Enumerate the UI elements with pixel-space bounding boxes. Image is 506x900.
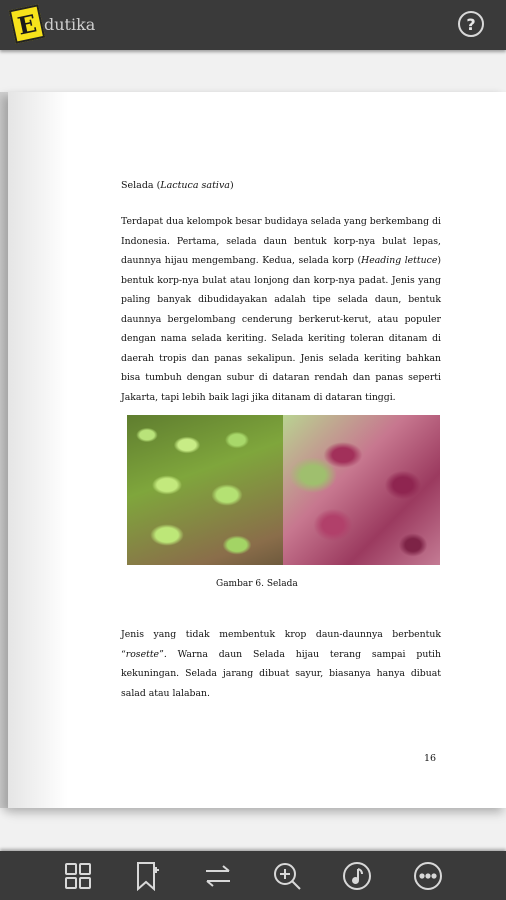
- help-icon: ?: [466, 14, 476, 34]
- app-title: dutika: [44, 15, 96, 34]
- zoom-in-icon: [272, 861, 302, 891]
- swap-button[interactable]: [203, 861, 233, 891]
- page-number: 16: [424, 753, 437, 764]
- green-lettuce-photo: [127, 415, 283, 565]
- top-bar: [0, 0, 506, 50]
- grid-icon: [63, 861, 93, 891]
- zoom-in-button[interactable]: [272, 861, 302, 891]
- bottom-toolbar: [0, 851, 506, 900]
- more-button[interactable]: [413, 861, 443, 891]
- app-logo: E: [9, 4, 45, 43]
- more-icon: [413, 861, 443, 891]
- body-paragraph: Jenis yang tidak membentuk krop daun-daunnya berbentuk “rosette”. Warna daun Selada hijau terang sampai putih kekuningan. Selada jarang dibuat sayur, biasanya hanya dibuat salad atau lalaban.: [121, 629, 441, 699]
- lettuce-figure: [127, 415, 440, 565]
- bookmark-button[interactable]: [132, 861, 162, 891]
- figure-caption: Gambar 6. Selada: [216, 579, 298, 589]
- thumbnails-button[interactable]: [63, 861, 93, 891]
- help-button[interactable]: [458, 11, 484, 37]
- book-page[interactable]: [8, 92, 506, 808]
- body-paragraph: Terdapat dua kelompok besar budidaya selada yang berkembang di Indonesia. Pertama, selada daun bentuk korp-nya bulat lepas, daunnya hijau mengembang. Kedua, selada korp (Heading lettuce) bentuk korp-nya bulat atau lonjong dan korp-nya padat. Jenis yang paling banyak dibudidayakan adalah tipe selada daun, bentuk daunnya bergelombang cenderung berkerut-kerut, atau populer dengan nama selada keriting. Selada keriting toleran ditanam di daerah tropis dan panas sekalipun. Jenis selada keriting bahkan bisa tumbuh dengan subur di dataran rendah dan panas seperti Jakarta, tapi lebih baik lagi jika ditanam di dataran tinggi.: [121, 216, 441, 403]
- music-note-icon: [342, 861, 372, 891]
- bookmark-icon: [132, 861, 162, 891]
- red-lettuce-photo: [283, 415, 440, 565]
- swap-arrows-icon: [203, 861, 233, 891]
- section-heading: Selada (Lactuca sativa): [121, 180, 234, 191]
- audio-button[interactable]: [342, 861, 372, 891]
